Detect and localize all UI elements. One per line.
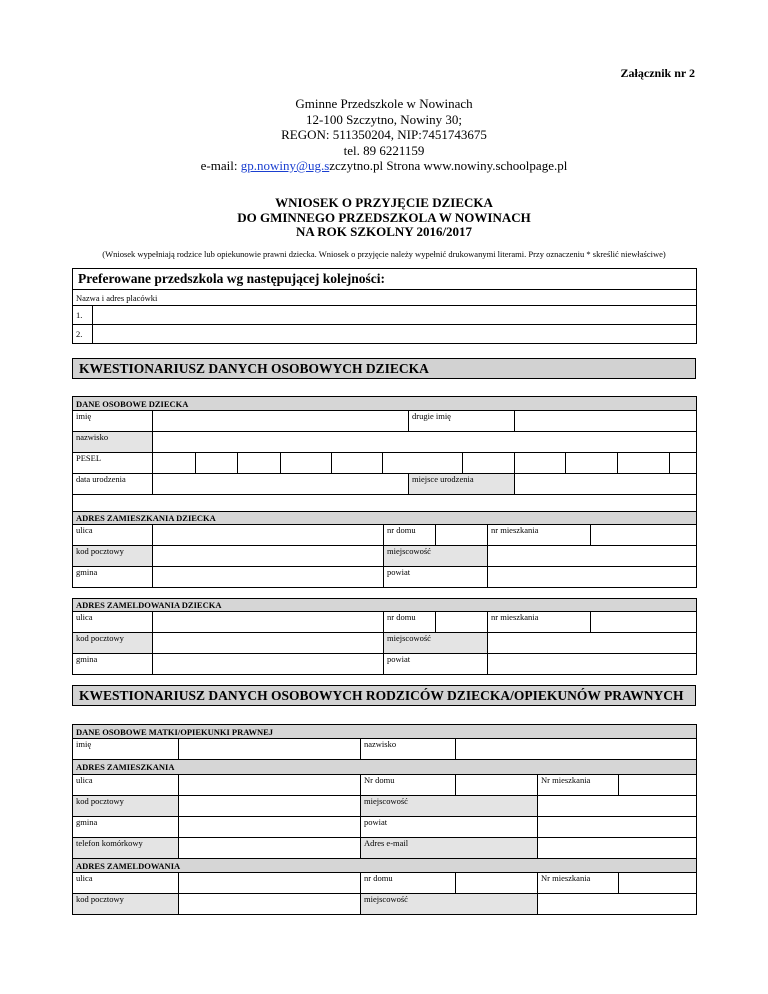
preferences-subheading: Nazwa i adres placówki bbox=[73, 290, 697, 306]
postal-code-field[interactable] bbox=[153, 546, 384, 567]
town-field[interactable] bbox=[488, 546, 697, 567]
label-flat-no: nr mieszkania bbox=[488, 525, 591, 546]
mother-reg-postal-code-field[interactable] bbox=[179, 894, 361, 915]
label-birth-place: miejsce urodzenia bbox=[409, 474, 515, 495]
parents-section-heading: KWESTIONARIUSZ DANYCH OSOBOWYCH RODZICÓW DZIECKA/OPIEKUNÓW PRAWNYCH bbox=[72, 685, 696, 706]
preferences-table bbox=[72, 268, 697, 344]
pesel-digit-3[interactable] bbox=[238, 453, 281, 474]
label-reg-commune: gmina bbox=[73, 654, 153, 675]
label-mother-reg-town: miejscowość bbox=[361, 894, 538, 915]
reg-commune-field[interactable] bbox=[153, 654, 384, 675]
mother-registration-heading: ADRES ZAMELDOWANIA bbox=[73, 859, 697, 873]
label-mother-county: powiat bbox=[361, 817, 538, 838]
spacer-row bbox=[73, 495, 697, 512]
pesel-digit-11[interactable] bbox=[670, 453, 697, 474]
title-line-3: NA ROK SZKOLNY 2016/2017 bbox=[295, 224, 473, 239]
mother-commune-field[interactable] bbox=[179, 817, 361, 838]
child-first-name-field[interactable] bbox=[153, 411, 409, 432]
mother-town-field[interactable] bbox=[538, 796, 697, 817]
mother-personal-heading: DANE OSOBOWE MATKI/OPIEKUNKI PRAWNEJ bbox=[73, 725, 697, 739]
attachment-label: Załącznik nr 2 bbox=[620, 66, 695, 80]
preference-number-2: 2. bbox=[73, 325, 93, 344]
child-section-heading: KWESTIONARIUSZ DANYCH OSOBOWYCH DZIECKA bbox=[72, 358, 696, 379]
pesel-digit-1[interactable] bbox=[153, 453, 196, 474]
label-pesel: PESEL bbox=[73, 453, 153, 474]
label-reg-town: miejscowość bbox=[384, 633, 488, 654]
pesel-digit-6[interactable] bbox=[383, 453, 463, 474]
label-child-first-name: imię bbox=[73, 411, 153, 432]
pesel-digit-9[interactable] bbox=[566, 453, 618, 474]
pesel-digit-2[interactable] bbox=[196, 453, 238, 474]
institution-phone: tel. 89 6221159 bbox=[343, 142, 425, 158]
child-registration-table bbox=[72, 598, 697, 675]
label-mother-street: ulica bbox=[73, 775, 179, 796]
label-reg-flat-no: nr mieszkania bbox=[488, 612, 591, 633]
label-mother-flat-no: Nr mieszkania bbox=[538, 775, 619, 796]
institution-contact bbox=[0, 158, 768, 174]
child-personal-heading: DANE OSOBOWE DZIECKA bbox=[73, 397, 697, 411]
label-mother-email: Adres e-mail bbox=[361, 838, 538, 859]
label-mother-reg-postal-code: kod pocztowy bbox=[73, 894, 179, 915]
child-second-name-field[interactable] bbox=[515, 411, 697, 432]
form-title bbox=[0, 196, 768, 240]
institution-header bbox=[0, 96, 768, 174]
mother-residence-heading: ADRES ZAMIESZKANIA bbox=[73, 760, 697, 775]
preference-field-2[interactable] bbox=[93, 325, 697, 344]
label-mother-reg-flat-no: Nr mieszkania bbox=[538, 873, 619, 894]
mother-mobile-field[interactable] bbox=[179, 838, 361, 859]
mother-surname-field[interactable] bbox=[456, 739, 697, 760]
label-reg-street: ulica bbox=[73, 612, 153, 633]
title-line-2: DO GMINNEGO PRZEDSZKOLA W NOWINACH bbox=[237, 209, 531, 225]
label-mother-postal-code: kod pocztowy bbox=[73, 796, 179, 817]
label-mother-reg-house-no: nr domu bbox=[361, 873, 456, 894]
street-field[interactable] bbox=[153, 525, 384, 546]
preference-number-1: 1. bbox=[73, 306, 93, 325]
label-reg-house-no: nr domu bbox=[384, 612, 436, 633]
child-residence-table bbox=[72, 511, 697, 588]
institution-name: Gminne Przedszkole w Nowinach bbox=[295, 96, 473, 111]
commune-field[interactable] bbox=[153, 567, 384, 588]
label-child-surname: nazwisko bbox=[73, 432, 153, 453]
label-mother-first-name: imię bbox=[73, 739, 179, 760]
email-rest: zczytno.pl bbox=[329, 158, 384, 173]
label-reg-postal-code: kod pocztowy bbox=[73, 633, 153, 654]
pesel-digit-10[interactable] bbox=[618, 453, 670, 474]
preferences-heading: Preferowane przedszkola wg następującej kolejności: bbox=[73, 269, 697, 290]
mother-county-field[interactable] bbox=[538, 817, 697, 838]
instructions-note: (Wniosek wypełniają rodzice lub opiekunowie prawni dziecka. Wniosek o przyjęcie należy wypełnić drukowanymi literami. Przy oznaczeniu * skreślić niewłaściwe) bbox=[102, 249, 666, 259]
email-prefix: e-mail: bbox=[200, 158, 241, 173]
title-line-1: WNIOSEK O PRZYJĘCIE DZIECKA bbox=[275, 195, 493, 210]
mother-table bbox=[72, 724, 697, 915]
reg-flat-no-field[interactable] bbox=[591, 612, 697, 633]
email-link[interactable]: gp.nowiny@ug.s bbox=[240, 158, 330, 173]
pesel-digit-4[interactable] bbox=[281, 453, 332, 474]
label-mother-town: miejscowość bbox=[361, 796, 538, 817]
mother-postal-code-field[interactable] bbox=[179, 796, 361, 817]
website-text: Strona www.nowiny.schoolpage.pl bbox=[383, 158, 568, 173]
mother-house-no-field[interactable] bbox=[456, 775, 538, 796]
institution-ids: REGON: 511350204, NIP:7451743675 bbox=[281, 127, 487, 142]
label-mother-mobile: telefon komórkowy bbox=[73, 838, 179, 859]
county-field[interactable] bbox=[488, 567, 697, 588]
birth-date-field[interactable] bbox=[153, 474, 409, 495]
mother-reg-street-field[interactable] bbox=[179, 873, 361, 894]
pesel-digit-7[interactable] bbox=[463, 453, 515, 474]
mother-email-field[interactable] bbox=[538, 838, 697, 859]
label-reg-county: powiat bbox=[384, 654, 488, 675]
label-county: powiat bbox=[384, 567, 488, 588]
birth-place-field[interactable] bbox=[515, 474, 697, 495]
institution-address: 12-100 Szczytno, Nowiny 30; bbox=[306, 111, 462, 127]
mother-first-name-field[interactable] bbox=[179, 739, 361, 760]
child-personal-table bbox=[72, 396, 697, 512]
label-mother-commune: gmina bbox=[73, 817, 179, 838]
label-mother-reg-street: ulica bbox=[73, 873, 179, 894]
reg-postal-code-field[interactable] bbox=[153, 633, 384, 654]
preference-field-1[interactable] bbox=[93, 306, 697, 325]
child-surname-field[interactable] bbox=[153, 432, 697, 453]
label-mother-house-no: Nr domu bbox=[361, 775, 456, 796]
pesel-digit-5[interactable] bbox=[332, 453, 383, 474]
mother-reg-town-field[interactable] bbox=[538, 894, 697, 915]
mother-street-field[interactable] bbox=[179, 775, 361, 796]
reg-house-no-field[interactable] bbox=[436, 612, 488, 633]
label-town: miejscowość bbox=[384, 546, 488, 567]
label-mother-surname: nazwisko bbox=[361, 739, 456, 760]
flat-no-field[interactable] bbox=[591, 525, 697, 546]
label-postal-code: kod pocztowy bbox=[73, 546, 153, 567]
child-residence-heading: ADRES ZAMIESZKANIA DZIECKA bbox=[73, 512, 697, 525]
label-house-no: nr domu bbox=[384, 525, 436, 546]
mother-reg-flat-no-field[interactable] bbox=[619, 873, 697, 894]
child-registration-heading: ADRES ZAMELDOWANIA DZIECKA bbox=[73, 599, 697, 612]
reg-street-field[interactable] bbox=[153, 612, 384, 633]
mother-flat-no-field[interactable] bbox=[619, 775, 697, 796]
label-birth-date: data urodzenia bbox=[73, 474, 153, 495]
label-commune: gmina bbox=[73, 567, 153, 588]
pesel-digit-8[interactable] bbox=[515, 453, 566, 474]
house-no-field[interactable] bbox=[436, 525, 488, 546]
reg-town-field[interactable] bbox=[488, 633, 697, 654]
reg-county-field[interactable] bbox=[488, 654, 697, 675]
label-child-second-name: drugie imię bbox=[409, 411, 515, 432]
mother-reg-house-no-field[interactable] bbox=[456, 873, 538, 894]
label-street: ulica bbox=[73, 525, 153, 546]
